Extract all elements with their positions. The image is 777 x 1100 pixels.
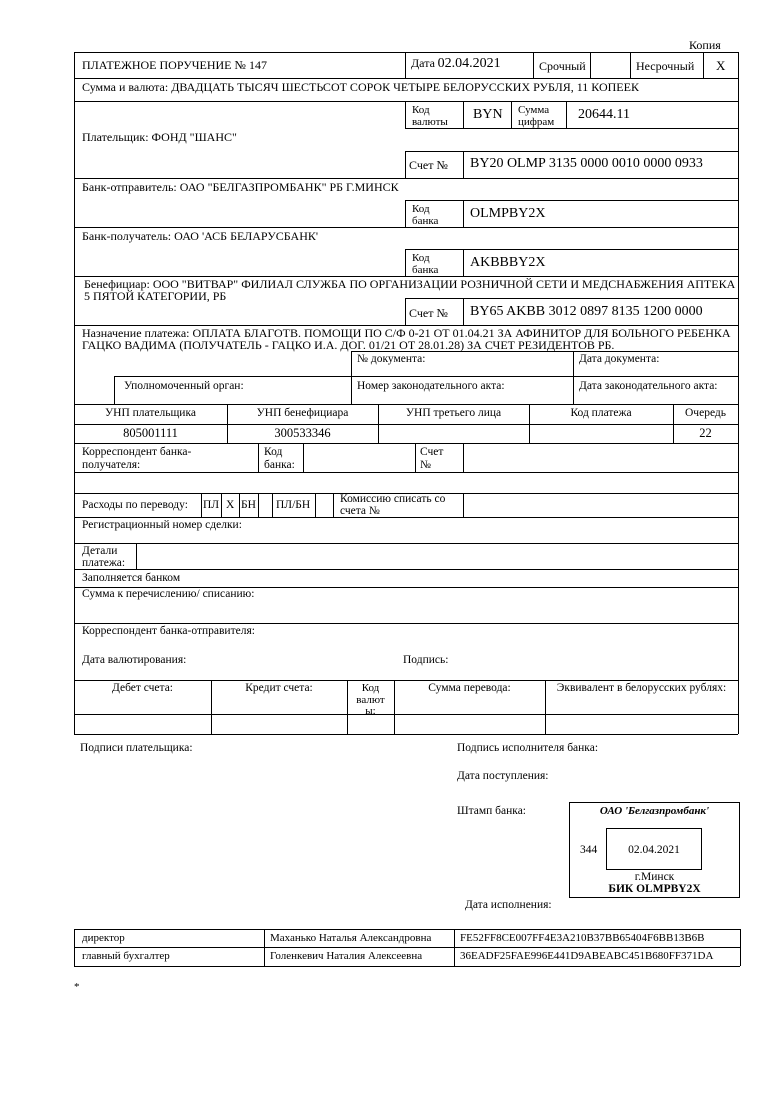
currency-code-header-3: ы:: [365, 705, 376, 717]
nonurgent-mark: X: [716, 58, 726, 73]
correspondent-account-label: [420, 446, 443, 472]
receiver-bank-code: AKBBBY2X: [470, 255, 546, 270]
purpose-label: Назначение платежа:: [82, 326, 190, 340]
stamp-city: г.Минск: [634, 871, 675, 883]
transfer-sum-header: Сумма перевода:: [428, 682, 511, 694]
correspondent-label: [82, 446, 191, 472]
correspondent-code-label-2: банка:: [264, 459, 295, 471]
amount-words-line: [82, 81, 639, 93]
codes-header-beneficiary-unp: УНП бенефициара: [256, 407, 349, 419]
execution-date-label: Дата исполнения:: [465, 899, 552, 911]
currency-code-header-2: валют: [356, 693, 385, 706]
correspondent-label-2: получателя:: [82, 459, 141, 471]
bank-stamp-label: Штамп банка:: [457, 805, 526, 817]
fees-option-bn: БН: [241, 499, 256, 511]
fees-option-pl-bn: ПЛ/БН: [276, 499, 311, 511]
payer-signatures-label: Подписи плательщика:: [80, 742, 193, 754]
amount-words: ДВАДЦАТЬ ТЫСЯЧ ШЕСТЬСОТ СОРОК ЧЕТЫРЕ БЕЛОРУССКИХ РУБЛЯ, 11 КОПЕЕК: [171, 80, 639, 94]
debit-header: Дебет счета:: [111, 682, 174, 694]
fees-label: Расходы по переводу:: [82, 499, 188, 511]
beneficiary-account-label: Счет №: [409, 306, 448, 320]
sender-bank-code-label: [412, 203, 438, 227]
receiver-bank-code-label: [412, 252, 438, 276]
receiver-bank-name: ОАО 'АСБ БЕЛАРУСБАНК': [174, 229, 319, 243]
correspondent-code-label: [264, 446, 295, 472]
equivalent-header: Эквивалент в белорусских рублях:: [556, 682, 727, 694]
signer-2-name: Голенкевич Наталия Алексеевна: [270, 950, 423, 962]
sum-label-2: цифрам: [518, 116, 555, 128]
commission-label-1: Комиссию списать со: [340, 493, 446, 505]
sender-bank-code-label-1: Код: [412, 203, 430, 215]
number-sign: №: [234, 58, 246, 72]
sender-bank-code-label-2: банка: [412, 215, 439, 227]
amount-label: Сумма и валюта:: [82, 80, 169, 94]
document-number: 147: [248, 58, 267, 72]
purpose-block: [82, 327, 731, 351]
receiver-bank-line: [82, 230, 318, 242]
details-label-2: платежа:: [82, 557, 126, 569]
fees-option-pl-mark: X: [226, 499, 235, 511]
purpose-text-1: ОПЛАТА БЛАГОТВ. ПОМОЩИ ПО С/Ф 0-21 ОТ 01.04.21 ЗА АФИНИТОР ДЛЯ БОЛЬНОГО РЕБЕНКА: [192, 326, 731, 340]
receiver-bank-code-label-2: банка: [412, 264, 439, 276]
doc-date-label: Дата документа:: [579, 353, 660, 365]
sender-bank-line: [82, 181, 399, 193]
payer-label: Плательщик:: [82, 130, 149, 144]
signer-1-name: Маханько Наталья Александровна: [270, 932, 432, 944]
correspondent-account-label-2: №: [420, 459, 431, 471]
currency-code-header-1: Код: [361, 682, 380, 694]
signer-2-role: главный бухгалтер: [82, 950, 170, 962]
signature-label: Подпись:: [403, 654, 449, 666]
currency-code-label-2: валюты: [412, 116, 448, 128]
document-title-text: ПЛАТЕЖНОЕ ПОРУЧЕНИЕ: [82, 58, 232, 72]
footnote-mark: *: [74, 981, 80, 993]
sum-label: [518, 104, 554, 128]
doc-number-label: № документа:: [357, 353, 426, 365]
act-number-label: Номер законодательного акта:: [357, 380, 505, 392]
beneficiary-block: [84, 278, 735, 302]
queue-value: 22: [699, 426, 712, 440]
beneficiary-label: Бенефициар:: [84, 277, 150, 291]
urgent-label: Срочный: [539, 59, 586, 73]
transfer-sum-label: Сумма к перечислению/ списанию:: [82, 588, 255, 600]
signer-1-hash: FE52FF8CE007FF4E3A210B37BB65404F6BB13B6B: [460, 932, 705, 944]
payer-unp: 805001111: [123, 426, 178, 440]
payer-name: ФОНД "ШАНС": [151, 130, 237, 144]
currency-code-label: [412, 104, 448, 128]
details-label: [82, 545, 125, 569]
document-date: 02.04.2021: [437, 56, 501, 71]
deal-reg-label: Регистрационный номер сделки:: [82, 519, 242, 531]
codes-header-payer-unp: УНП плательщика: [105, 407, 196, 419]
sum-value: 20644.11: [578, 107, 630, 122]
sender-bank-code: OLMPBY2X: [470, 206, 546, 221]
sender-corr-label: Корреспондент банка-отправителя:: [82, 625, 255, 637]
beneficiary-unp: 300533346: [274, 426, 331, 440]
sender-bank-label: Банк-отправитель:: [82, 180, 177, 194]
stamp-date: 02.04.2021: [628, 844, 680, 856]
correspondent-code-label-1: Код: [264, 446, 283, 458]
nonurgent-label: Несрочный: [636, 59, 695, 73]
beneficiary-name-1: ООО "ВИТВАР" ФИЛИАЛ СЛУЖБА ПО ОРГАНИЗАЦИИ РОЗНИЧНОЙ СЕТИ И МЕДСНАБЖЕНИЯ АПТЕКА: [152, 277, 736, 291]
receiver-bank-code-label-1: Код: [412, 252, 430, 264]
authority-label: Уполномоченный орган:: [124, 380, 244, 392]
bank-fill-label: Заполняется банком: [82, 572, 181, 584]
signer-2-hash: 36EADF25FAE996E441D9ABEABC451B680FF371DA: [460, 950, 714, 962]
signer-1-role: директор: [82, 932, 125, 944]
commission-label: [340, 494, 445, 517]
codes-header-payment-code: Код платежа: [570, 407, 632, 419]
currency-code-header: [347, 683, 394, 718]
document-title: [82, 59, 267, 71]
receiver-bank-label: Банк-получатель:: [82, 229, 172, 243]
currency-value: BYN: [473, 107, 503, 122]
stamp-number: 344: [580, 844, 598, 856]
purpose-text-2: ГАЦКО ВАДИМА (ПОЛУЧАТЕЛЬ - ГАЦКО И.А. ДОГ. 01/21 ОТ 28.01.28) ЗА СЧЕТ РЕЗИДЕНТОВ РБ.: [82, 338, 615, 352]
fees-option-pl: ПЛ: [203, 499, 220, 511]
stamp-bic: БИК OLMPBY2X: [608, 883, 701, 895]
payer-account-label: Счет №: [409, 158, 448, 172]
correspondent-label-1: Корреспондент банка-: [82, 446, 192, 458]
date-field: [411, 57, 501, 71]
credit-header: Кредит счета:: [245, 682, 313, 694]
stamp-bank-name: ОАО 'Белгазпромбанк': [599, 805, 710, 817]
currency-code-label-1: Код: [412, 104, 430, 116]
received-date-label: Дата поступления:: [457, 770, 549, 782]
codes-header-third-party-unp: УНП третьего лица: [405, 407, 502, 419]
commission-label-2: счета №: [340, 504, 380, 517]
beneficiary-name-2: 5 ПЯТОЙ КАТЕГОРИИ, РБ: [84, 289, 227, 303]
beneficiary-account: BY65 AKBB 3012 0897 8135 1200 0000: [470, 304, 703, 319]
payer-line: [82, 131, 237, 143]
details-label-1: Детали: [82, 545, 118, 557]
sender-bank-name: ОАО "БЕЛГАЗПРОМБАНК" РБ Г.МИНСК: [179, 180, 399, 194]
codes-header-queue: Очередь: [685, 407, 726, 419]
copy-label: Копия: [689, 38, 721, 52]
correspondent-account-label-1: Счет: [420, 446, 444, 458]
bank-executor-signature-label: Подпись исполнителя банка:: [457, 742, 599, 754]
value-date-label: Дата валютирования:: [82, 654, 187, 666]
payer-account: BY20 OLMP 3135 0000 0010 0000 0933: [470, 156, 703, 171]
date-label: Дата: [411, 56, 435, 70]
act-date-label: Дата законодательного акта:: [579, 380, 718, 392]
sum-label-1: Сумма: [518, 104, 550, 116]
